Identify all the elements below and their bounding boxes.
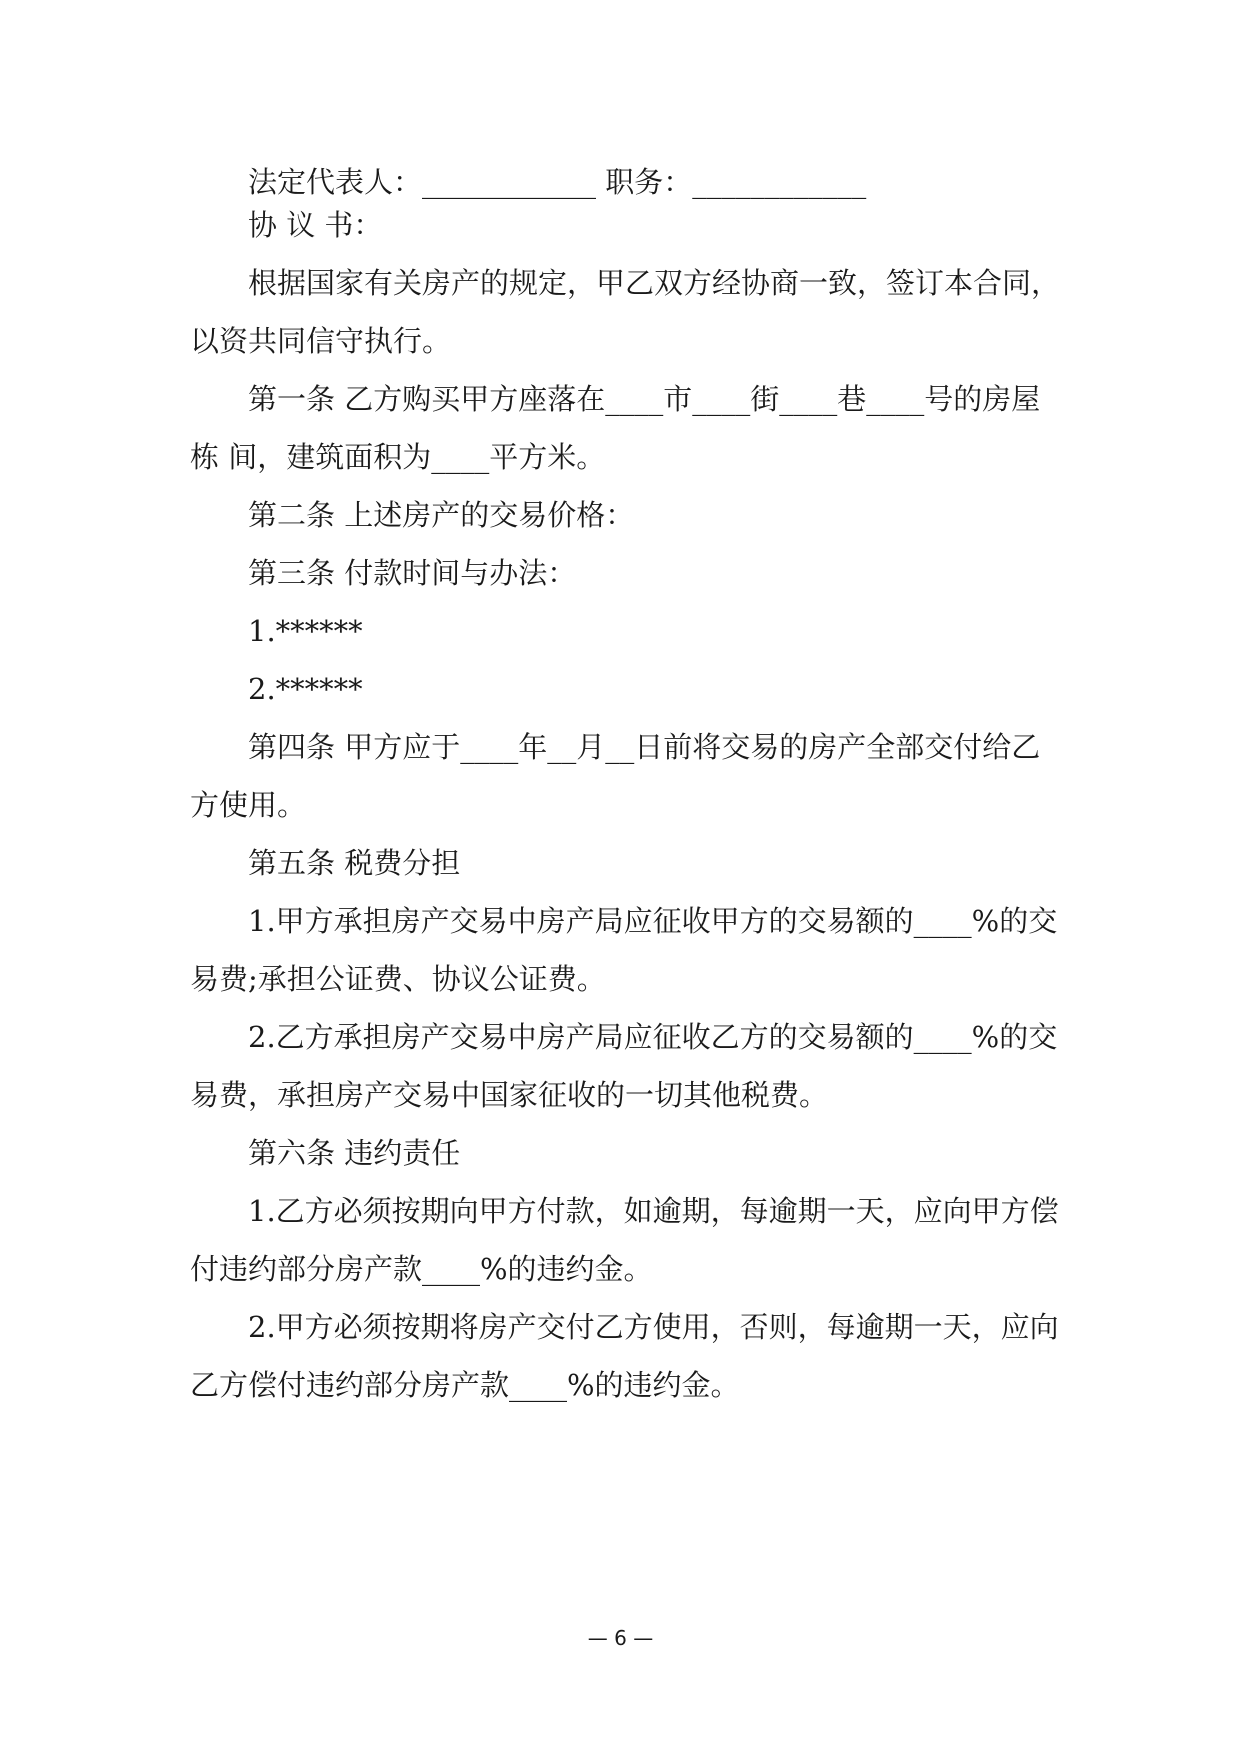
agreement-heading: 协 议 书： — [248, 208, 383, 242]
preamble-line-2: 以资共同信守执行。 — [190, 324, 452, 358]
article-5-item-2-line-1: 2.乙方承担房产交易中房产局应征收乙方的交易额的____%的交 — [248, 1020, 1058, 1054]
page-number: — 6 — — [587, 1626, 654, 1650]
preamble-line-1: 根据国家有关房产的规定，甲乙双方经协商一致，签订本合同， — [248, 266, 1061, 300]
article-3-item-1: 1.****** — [248, 614, 363, 648]
article-6-item-2-line-1: 2.甲方必须按期将房产交付乙方使用，否则，每逾期一天，应向 — [248, 1310, 1059, 1344]
article-6-item-1-line-1: 1.乙方必须按期向甲方付款，如逾期，每逾期一天，应向甲方偿 — [248, 1194, 1059, 1228]
article-3: 第三条 付款时间与办法： — [248, 556, 577, 590]
article-6-item-1-line-2: 付违约部分房产款____%的违约金。 — [190, 1252, 653, 1286]
article-4-line-1: 第四条 甲方应于____年__月__日前将交易的房产全部交付给乙 — [248, 730, 1041, 764]
article-1-line-1: 第一条 乙方购买甲方座落在____市____街____巷____号的房屋 — [248, 382, 1041, 416]
article-4-line-2: 方使用。 — [190, 788, 307, 822]
article-6-item-2-line-2: 乙方偿付违约部分房产款____%的违约金。 — [190, 1368, 740, 1402]
article-1-line-2: 栋 间，建筑面积为____平方米。 — [190, 440, 606, 474]
article-5: 第五条 税费分担 — [248, 846, 461, 880]
article-5-item-1-line-2: 易费;承担公证费、协议公证费。 — [190, 962, 606, 996]
article-5-item-1-line-1: 1.甲方承担房产交易中房产局应征收甲方的交易额的____%的交 — [248, 904, 1058, 938]
article-5-item-2-line-2: 易费，承担房产交易中国家征收的一切其他税费。 — [190, 1078, 829, 1112]
article-6: 第六条 违约责任 — [248, 1136, 461, 1170]
article-3-item-2: 2.****** — [248, 672, 363, 706]
legal-representative-line: 法定代表人：____________ 职务：____________ — [248, 165, 867, 199]
article-2: 第二条 上述房产的交易价格： — [248, 498, 635, 532]
